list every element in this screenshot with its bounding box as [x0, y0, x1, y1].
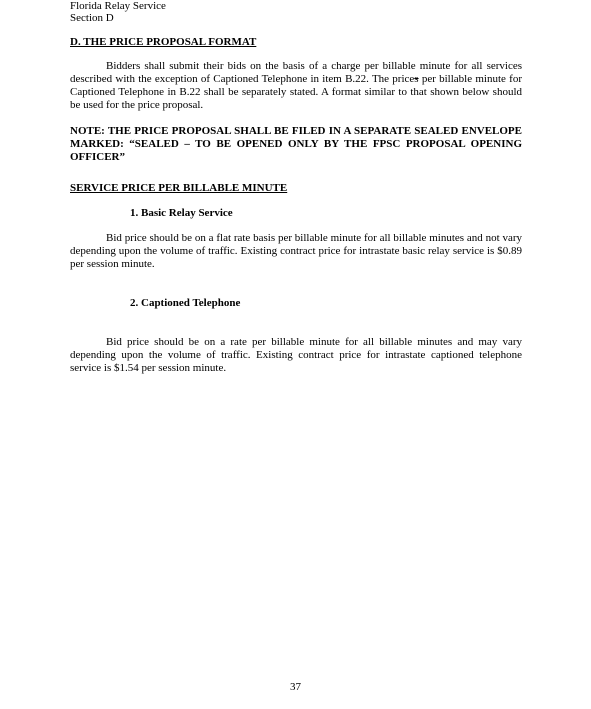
item-text-captioned-telephone: Bid price should be on a rate per billable minute for all billable minutes and may vary depending upon the volume of traffic. Existing contract price for intrastate captioned telephone service is $1.54 per session minute. [70, 336, 522, 374]
item-text-basic-relay: Bid price should be on a flat rate basis per billable minute for all billable minutes and not vary depending upon the volume of traffic. Existing contract price for intrastate basic relay service is $0.89 per session minute. [70, 232, 522, 270]
intro-text-part2: per billable minute for Captioned Telephone in B.22 shall be separately stated. A format similar to that shown below should be used for the price proposal. [70, 73, 522, 111]
service-price-title: SERVICE PRICE PER BILLABLE MINUTE [70, 182, 288, 194]
intro-text-strike: s [414, 73, 419, 85]
note-paragraph: NOTE: THE PRICE PROPOSAL SHALL BE FILED IN A SEPARATE SEALED ENVELOPE MARKED: “SEALED – TO BE OPENED ONLY BY THE FPSC PROPOSAL OPENING OFFICER” [70, 125, 522, 163]
page-number: 37 [290, 681, 301, 693]
document-header [70, 0, 166, 24]
header-title: Florida Relay Service [70, 0, 166, 12]
intro-text-part1: Bidders shall submit their bids on the basis of a charge per billable minute for all services described with the exception of Captioned Telephone in item B.22. The price [70, 60, 522, 85]
item-heading-captioned-telephone: 2. Captioned Telephone [130, 297, 241, 309]
item-heading-basic-relay: 1. Basic Relay Service [130, 207, 233, 219]
intro-paragraph [70, 60, 522, 112]
section-title: D. THE PRICE PROPOSAL FORMAT [70, 36, 257, 48]
header-section: Section D [70, 12, 114, 24]
